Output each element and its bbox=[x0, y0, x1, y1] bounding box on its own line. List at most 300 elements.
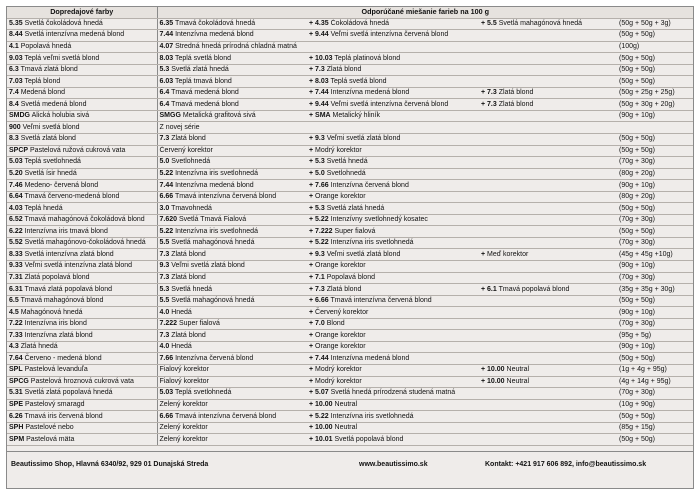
mix-part-3-label: Tmavá popolavá blond bbox=[498, 285, 570, 293]
sale-color-code: SPE bbox=[9, 400, 24, 408]
mix-part-1-label: Stredná hnedá prírodná chladná matná bbox=[175, 43, 297, 51]
table-row bbox=[7, 341, 693, 353]
sale-color bbox=[7, 364, 157, 376]
table-row bbox=[7, 180, 693, 192]
mix-part-1-code: 8.03 bbox=[159, 54, 174, 62]
mix-part-2 bbox=[307, 399, 479, 411]
mix-amount: (1g + 4g + 95g) bbox=[617, 364, 693, 376]
mix-part-1 bbox=[157, 53, 307, 65]
sale-color-label: Pastelový smaragd bbox=[24, 400, 85, 408]
mix-part-1-code: 5.22 bbox=[159, 170, 174, 178]
mix-part-2-label: Teplá platinová blond bbox=[334, 54, 401, 62]
mix-amount: (50g + 50g) bbox=[617, 411, 693, 423]
mix-part-1 bbox=[157, 411, 307, 423]
table-row bbox=[7, 399, 693, 411]
mix-part-1-code: 7.222 bbox=[159, 320, 178, 328]
mix-part-2-code: + 9.3 bbox=[309, 135, 325, 143]
color-mixing-sheet bbox=[6, 6, 694, 489]
mix-part-1-code: 4.07 bbox=[159, 43, 174, 51]
sale-color bbox=[7, 110, 157, 122]
sale-color-code: SPL bbox=[9, 366, 23, 374]
footer bbox=[7, 451, 693, 488]
table-row bbox=[7, 353, 693, 365]
table-row bbox=[7, 76, 693, 88]
mix-part-3 bbox=[479, 295, 617, 307]
mix-part-2-label: Intenzívna červená blond bbox=[330, 181, 409, 189]
sale-color-code: SPCG bbox=[9, 377, 29, 385]
mix-part-3-label: Neutral bbox=[506, 366, 530, 374]
sale-color-label: Svetlá intenzívna medená blond bbox=[24, 31, 125, 39]
mix-amount: (80g + 20g) bbox=[617, 168, 693, 180]
table-row bbox=[7, 191, 693, 203]
mix-part-2-label: Červený korektor bbox=[315, 308, 369, 316]
sale-color-code: 6.52 bbox=[9, 216, 23, 224]
mix-part-2 bbox=[307, 226, 479, 238]
sale-color-label: Alická holubia sivá bbox=[31, 112, 90, 120]
sale-color bbox=[7, 376, 157, 388]
mix-amount: (80g + 20g) bbox=[617, 191, 693, 203]
sale-color-label: Teplá hnedá bbox=[24, 204, 63, 212]
mix-amount: (50g + 50g) bbox=[617, 53, 693, 65]
sale-color-code: 6.64 bbox=[9, 193, 23, 201]
mix-part-3 bbox=[479, 376, 617, 388]
sale-color bbox=[7, 168, 157, 180]
sale-color bbox=[7, 87, 157, 99]
table-row bbox=[7, 110, 693, 122]
mix-part-2-code: + 5.3 bbox=[309, 158, 325, 166]
mix-part-1 bbox=[157, 76, 307, 88]
sale-color bbox=[7, 249, 157, 261]
sale-color bbox=[7, 422, 157, 434]
sale-color-code: 5.35 bbox=[9, 19, 23, 27]
mix-part-2 bbox=[307, 53, 479, 65]
mix-part-1 bbox=[157, 261, 307, 273]
mix-part-3 bbox=[479, 134, 617, 146]
table-row bbox=[7, 318, 693, 330]
mix-part-2-label: Svetlá hnedá bbox=[326, 158, 368, 166]
mix-part-2 bbox=[307, 411, 479, 423]
mix-part-1-label: Zelený korektor bbox=[159, 435, 208, 443]
mix-part-2-label: Teplá svetlá blond bbox=[330, 77, 387, 85]
mix-part-2-label: Modrý korektor bbox=[315, 377, 362, 385]
mix-part-1 bbox=[157, 99, 307, 111]
mix-part-1 bbox=[157, 307, 307, 319]
mix-part-1-label: Tmavá medená blond bbox=[171, 89, 239, 97]
mix-amount: (95g + 5g) bbox=[617, 330, 693, 342]
mix-part-2-label: Orange korektor bbox=[315, 193, 366, 201]
mix-part-1-code: 7.44 bbox=[159, 181, 174, 189]
mix-part-3 bbox=[479, 341, 617, 353]
mix-part-2 bbox=[307, 330, 479, 342]
sale-color-code: 6.5 bbox=[9, 297, 19, 305]
sale-color-code: 7.33 bbox=[9, 331, 23, 339]
mixing-table bbox=[7, 7, 693, 446]
mix-part-2-code: + bbox=[309, 262, 314, 270]
mix-part-2-label: Orange korektor bbox=[315, 343, 366, 351]
sale-color-code: 6.22 bbox=[9, 227, 23, 235]
mix-part-2-label: Svetlá zlatá hnedá bbox=[326, 204, 385, 212]
table-row bbox=[7, 388, 693, 400]
sale-color-label: Intenzívna zlatá blond bbox=[24, 331, 93, 339]
sale-color bbox=[7, 284, 157, 296]
sale-color-code: 7.03 bbox=[9, 77, 23, 85]
mix-part-2 bbox=[307, 318, 479, 330]
mix-part-2-code: + 10.01 bbox=[309, 435, 333, 443]
sale-color-code: 900 bbox=[9, 123, 21, 131]
mix-part-1-label: Intenzívna medená blond bbox=[175, 31, 254, 39]
sale-color-label: Veľmi svetlá blond bbox=[22, 123, 80, 131]
mix-part-1 bbox=[157, 237, 307, 249]
mix-part-2-code: + 5.22 bbox=[309, 239, 329, 247]
mix-part-1-label: Z novej série bbox=[159, 123, 200, 131]
sale-color-label: Mahagónová hnedá bbox=[20, 308, 83, 316]
mix-part-3-label: Zlatá blond bbox=[498, 100, 534, 108]
table-row bbox=[7, 237, 693, 249]
sale-color-label: Svetlá čokoládová hnedá bbox=[24, 19, 103, 27]
sale-color-label: Veľmi svetlá intenzívna zlatá blond bbox=[24, 262, 133, 270]
sale-color-label: Zlatá hnedá bbox=[20, 343, 58, 351]
sale-color-label: Tmavá mahagónová čokoládová blond bbox=[24, 216, 145, 224]
mix-part-1 bbox=[157, 134, 307, 146]
mix-part-1-label: Tmavá intenzívna červená blond bbox=[174, 412, 277, 420]
mix-part-1-label: Intenzívna medená blond bbox=[175, 181, 254, 189]
sale-color-label: Svetlá ísir hnedá bbox=[24, 170, 77, 178]
mix-part-1-label: Zlatá blond bbox=[171, 135, 206, 143]
sale-color bbox=[7, 64, 157, 76]
sale-color bbox=[7, 180, 157, 192]
mix-part-1 bbox=[157, 87, 307, 99]
mix-part-3 bbox=[479, 272, 617, 284]
sale-color bbox=[7, 53, 157, 65]
mix-part-1-code: 3.0 bbox=[159, 204, 170, 212]
mix-part-2-code: + 8.03 bbox=[309, 77, 329, 85]
mix-part-2-code: + bbox=[309, 366, 314, 374]
mix-part-1-code: 5.22 bbox=[159, 227, 174, 235]
mix-amount: (50g + 50g) bbox=[617, 145, 693, 157]
mix-amount: (10g + 90g) bbox=[617, 399, 693, 411]
mix-part-1 bbox=[157, 272, 307, 284]
mix-part-1-label: Zelený korektor bbox=[159, 400, 208, 408]
mix-amount: (90g + 10g) bbox=[617, 180, 693, 192]
mix-part-3 bbox=[479, 99, 617, 111]
mix-part-2 bbox=[307, 87, 479, 99]
mix-part-2-code: + bbox=[309, 146, 314, 154]
mix-part-3 bbox=[479, 226, 617, 238]
sale-color bbox=[7, 134, 157, 146]
mix-part-2 bbox=[307, 353, 479, 365]
table-row bbox=[7, 376, 693, 388]
mix-part-2-label: Neutral bbox=[334, 400, 358, 408]
mix-part-1-code: 5.5 bbox=[159, 297, 170, 305]
sale-color bbox=[7, 272, 157, 284]
sale-color-code: SPH bbox=[9, 424, 24, 432]
mix-part-1 bbox=[157, 388, 307, 400]
mix-amount: (50g + 50g) bbox=[617, 76, 693, 88]
table-row bbox=[7, 330, 693, 342]
mix-part-2-code: + 10.00 bbox=[309, 400, 333, 408]
footer-address: Beautissimo Shop, Hlavná 6340/92, 929 01 Dunajská Streda bbox=[11, 461, 209, 468]
mix-part-2 bbox=[307, 261, 479, 273]
mix-part-1 bbox=[157, 122, 307, 134]
mix-part-3-code: + bbox=[481, 250, 486, 258]
sale-color-code: SPCP bbox=[9, 146, 29, 154]
sale-color-label: Tmavá mahagónová blond bbox=[20, 297, 104, 305]
sale-color-label: Svetlá medená blond bbox=[20, 100, 87, 108]
mix-part-3-code: + 7.3 bbox=[481, 89, 497, 97]
mix-part-2 bbox=[307, 122, 479, 134]
mix-part-1 bbox=[157, 226, 307, 238]
sale-color-code: 5.20 bbox=[9, 170, 23, 178]
mix-part-1 bbox=[157, 203, 307, 215]
mix-part-2-code: + 10.00 bbox=[309, 424, 333, 432]
sale-color bbox=[7, 41, 157, 53]
mix-part-3 bbox=[479, 261, 617, 273]
mix-part-1-label: Tmavohnedá bbox=[171, 204, 212, 212]
mix-part-1 bbox=[157, 191, 307, 203]
mix-part-2-label: Zlatá blond bbox=[326, 66, 362, 74]
sale-color bbox=[7, 214, 157, 226]
mix-part-2-code: + 5.07 bbox=[309, 389, 329, 397]
sale-color-label: Popolavá hnedá bbox=[20, 43, 72, 51]
mix-part-3-label: Svetlá mahagónová hnedá bbox=[498, 19, 583, 27]
mix-part-3 bbox=[479, 318, 617, 330]
mix-part-1 bbox=[157, 64, 307, 76]
sale-color-label: Pastelová levanduľa bbox=[24, 366, 88, 374]
mix-part-3-label: Zlatá blond bbox=[498, 89, 534, 97]
table-row bbox=[7, 249, 693, 261]
sale-color-code: 7.4 bbox=[9, 89, 19, 97]
sale-color bbox=[7, 237, 157, 249]
mix-amount: (4g + 14g + 95g) bbox=[617, 376, 693, 388]
mix-part-3 bbox=[479, 191, 617, 203]
mix-part-1 bbox=[157, 341, 307, 353]
sale-color bbox=[7, 261, 157, 273]
sale-color-code: 7.31 bbox=[9, 273, 23, 281]
mix-part-2-label: Intenzívna medená blond bbox=[330, 354, 410, 362]
mix-part-3 bbox=[479, 87, 617, 99]
mix-part-2-label: Svetlá hnedá prírodzená studená matná bbox=[330, 389, 456, 397]
mix-part-2-label: Intenzívny svetlohnedý kosatec bbox=[330, 216, 428, 224]
mix-amount: (70g + 30g) bbox=[617, 237, 693, 249]
sale-color-label: Tmavá zlatá blond bbox=[20, 66, 78, 74]
mix-amount: (100g) bbox=[617, 41, 693, 53]
mix-part-3 bbox=[479, 30, 617, 42]
mix-part-2-label: Veľmi svetlá zlatá blond bbox=[326, 135, 401, 143]
mix-part-1-code: 6.66 bbox=[159, 193, 174, 201]
mix-part-2-label: Orange korektor bbox=[315, 262, 366, 270]
sale-color bbox=[7, 30, 157, 42]
sale-color-code: 6.3 bbox=[9, 66, 19, 74]
mix-amount bbox=[617, 122, 693, 134]
sale-color bbox=[7, 330, 157, 342]
mix-part-1-code: 5.3 bbox=[159, 285, 170, 293]
sale-color-code: 8.33 bbox=[9, 250, 23, 258]
mix-part-1 bbox=[157, 249, 307, 261]
mix-part-1-label: Fialový korektor bbox=[159, 366, 209, 374]
mix-part-2 bbox=[307, 18, 479, 30]
mix-part-1 bbox=[157, 318, 307, 330]
sale-color-code: 8.3 bbox=[9, 135, 19, 143]
sale-color-code: SMDG bbox=[9, 112, 30, 120]
table-row bbox=[7, 295, 693, 307]
mix-part-3-code: + 5.5 bbox=[481, 19, 497, 27]
sale-color-label: Tmavá červeno-medená blond bbox=[24, 193, 120, 201]
mix-part-1-label: Hnedá bbox=[171, 308, 192, 316]
sale-color-code: 5.31 bbox=[9, 389, 23, 397]
table-row bbox=[7, 364, 693, 376]
mix-part-2 bbox=[307, 422, 479, 434]
mix-part-1 bbox=[157, 18, 307, 30]
sale-color bbox=[7, 411, 157, 423]
mix-part-2-code: + 5.22 bbox=[309, 216, 329, 224]
header-recommended-mixing: Odporúčané miešanie farieb na 100 g bbox=[157, 7, 693, 18]
mix-part-1-label: Zelený korektor bbox=[159, 424, 208, 432]
mix-part-3 bbox=[479, 18, 617, 30]
sale-color-code: 9.03 bbox=[9, 54, 23, 62]
table-header bbox=[7, 7, 693, 18]
mix-amount: (70g + 30g) bbox=[617, 157, 693, 169]
mix-amount: (50g + 50g) bbox=[617, 226, 693, 238]
mix-amount: (90g + 10g) bbox=[617, 261, 693, 273]
mix-part-2-code: + bbox=[309, 343, 314, 351]
mix-part-2-code: + 7.44 bbox=[309, 89, 329, 97]
mix-part-2 bbox=[307, 134, 479, 146]
mix-part-1 bbox=[157, 295, 307, 307]
sale-color-label: Teplá svetlohnedá bbox=[24, 158, 81, 166]
sale-color-code: SPM bbox=[9, 435, 25, 443]
sale-color-code: 8.4 bbox=[9, 100, 19, 108]
mix-amount: (70g + 30g) bbox=[617, 388, 693, 400]
mix-part-1-label: Tmavá intenzívna červená blond bbox=[174, 193, 277, 201]
sale-color-code: 4.03 bbox=[9, 204, 23, 212]
sale-color-label: Tmavá iris červená blond bbox=[24, 412, 103, 420]
sale-color bbox=[7, 226, 157, 238]
mix-amount: (50g + 50g) bbox=[617, 353, 693, 365]
mix-part-1-code: 7.66 bbox=[159, 354, 174, 362]
sale-color-code: 9.33 bbox=[9, 262, 23, 270]
sale-color-label: Zlatá popolavá blond bbox=[24, 273, 90, 281]
footer-contact[interactable]: Kontakt: +421 917 606 892, info@beautissimo.sk bbox=[485, 461, 647, 468]
mix-part-3 bbox=[479, 76, 617, 88]
table-row bbox=[7, 168, 693, 180]
mix-part-1 bbox=[157, 422, 307, 434]
mix-part-2 bbox=[307, 272, 479, 284]
mix-part-2-code: + 6.66 bbox=[309, 297, 329, 305]
table-row bbox=[7, 434, 693, 446]
mix-amount: (50g + 50g) bbox=[617, 134, 693, 146]
table-row bbox=[7, 87, 693, 99]
mix-part-2-label: Metalický hliník bbox=[332, 112, 381, 120]
sale-color bbox=[7, 18, 157, 30]
mix-part-2-label: Veľmi svetlá intenzívna červená blond bbox=[330, 31, 449, 39]
mix-part-1-label: Tmavá medená blond bbox=[171, 100, 239, 108]
mix-part-2-label: Intenzívna iris svetlohnedá bbox=[330, 239, 414, 247]
mix-part-2 bbox=[307, 168, 479, 180]
mix-part-2-label: Modrý korektor bbox=[315, 146, 362, 154]
sale-color bbox=[7, 191, 157, 203]
mix-amount: (50g + 30g + 20g) bbox=[617, 99, 693, 111]
mix-part-2-label: Zlatá blond bbox=[326, 285, 362, 293]
sale-color bbox=[7, 307, 157, 319]
table-row bbox=[7, 30, 693, 42]
mix-part-1 bbox=[157, 41, 307, 53]
sale-color-label: Medeno- červená blond bbox=[24, 181, 99, 189]
mix-part-1 bbox=[157, 376, 307, 388]
sale-color bbox=[7, 434, 157, 446]
table-row bbox=[7, 122, 693, 134]
table-row bbox=[7, 134, 693, 146]
mix-part-2 bbox=[307, 214, 479, 226]
mix-part-2-code: + 4.35 bbox=[309, 19, 329, 27]
mix-part-1-label: Veľmi svetlá zlatá blond bbox=[171, 262, 245, 270]
mix-part-1-label: Zlatá blond bbox=[171, 250, 206, 258]
footer-website[interactable]: www.beautissimo.sk bbox=[359, 461, 428, 468]
mix-part-3-code: + 10.00 bbox=[481, 377, 505, 385]
mix-part-3-code: + 7.3 bbox=[481, 100, 497, 108]
table-row bbox=[7, 411, 693, 423]
mix-part-2-code: + 9.44 bbox=[309, 31, 329, 39]
mix-part-1-label: Zlatá blond bbox=[171, 273, 206, 281]
mix-part-2 bbox=[307, 64, 479, 76]
sale-color-code: 4.3 bbox=[9, 343, 19, 351]
table-row bbox=[7, 422, 693, 434]
mix-part-3-code: + 10.00 bbox=[481, 366, 505, 374]
mix-amount: (85g + 15g) bbox=[617, 422, 693, 434]
mix-part-2-code: + 9.3 bbox=[309, 250, 325, 258]
mix-part-2-label: Čokoládová hnedá bbox=[330, 19, 390, 27]
mix-amount: (90g + 10g) bbox=[617, 110, 693, 122]
mix-part-2-label: Super fialová bbox=[334, 227, 376, 235]
mix-part-2-code: + 9.44 bbox=[309, 100, 329, 108]
mix-part-2 bbox=[307, 376, 479, 388]
mix-part-3 bbox=[479, 145, 617, 157]
mix-part-2 bbox=[307, 110, 479, 122]
mix-part-1-label: Svetlá Tmavá Fialová bbox=[178, 216, 247, 224]
table-row bbox=[7, 18, 693, 30]
sale-color-label: Tmavá zlatá popolavá blond bbox=[24, 285, 113, 293]
mix-part-3 bbox=[479, 353, 617, 365]
mix-part-3-label: Neutral bbox=[506, 377, 530, 385]
mix-amount: (90g + 10g) bbox=[617, 307, 693, 319]
sale-color bbox=[7, 318, 157, 330]
mix-part-1-label: Teplá svetlá blond bbox=[174, 54, 231, 62]
mix-part-1-label: Svetlohnedá bbox=[171, 158, 211, 166]
mix-part-1-code: 6.4 bbox=[159, 89, 170, 97]
mix-part-1-label: Hnedá bbox=[171, 343, 192, 351]
mix-part-2 bbox=[307, 99, 479, 111]
mix-part-1-label: Svetlá mahagónová hnedá bbox=[171, 297, 255, 305]
mix-part-2-code: + bbox=[309, 377, 314, 385]
sale-color-label: Teplá blond bbox=[24, 77, 61, 85]
sale-color bbox=[7, 203, 157, 215]
mix-part-3 bbox=[479, 434, 617, 446]
mix-part-1 bbox=[157, 168, 307, 180]
mix-part-2 bbox=[307, 295, 479, 307]
sale-color-code: 6.26 bbox=[9, 412, 23, 420]
mix-part-1 bbox=[157, 157, 307, 169]
mix-part-1 bbox=[157, 330, 307, 342]
sale-color-code: 5.03 bbox=[9, 158, 23, 166]
mix-part-2-label: Intenzívna iris svetlohnedá bbox=[330, 412, 414, 420]
mix-amount: (50g + 50g) bbox=[617, 434, 693, 446]
sale-color-label: Pastelová hroznová cukrová vata bbox=[30, 377, 134, 385]
mix-part-2-label: Orange korektor bbox=[315, 331, 366, 339]
mix-part-1 bbox=[157, 399, 307, 411]
mix-part-1-code: 4.0 bbox=[159, 308, 170, 316]
mix-part-1-code: 9.3 bbox=[159, 262, 170, 270]
mix-part-2-code: + 7.0 bbox=[309, 320, 325, 328]
mix-part-1-label: Super fialová bbox=[178, 320, 220, 328]
